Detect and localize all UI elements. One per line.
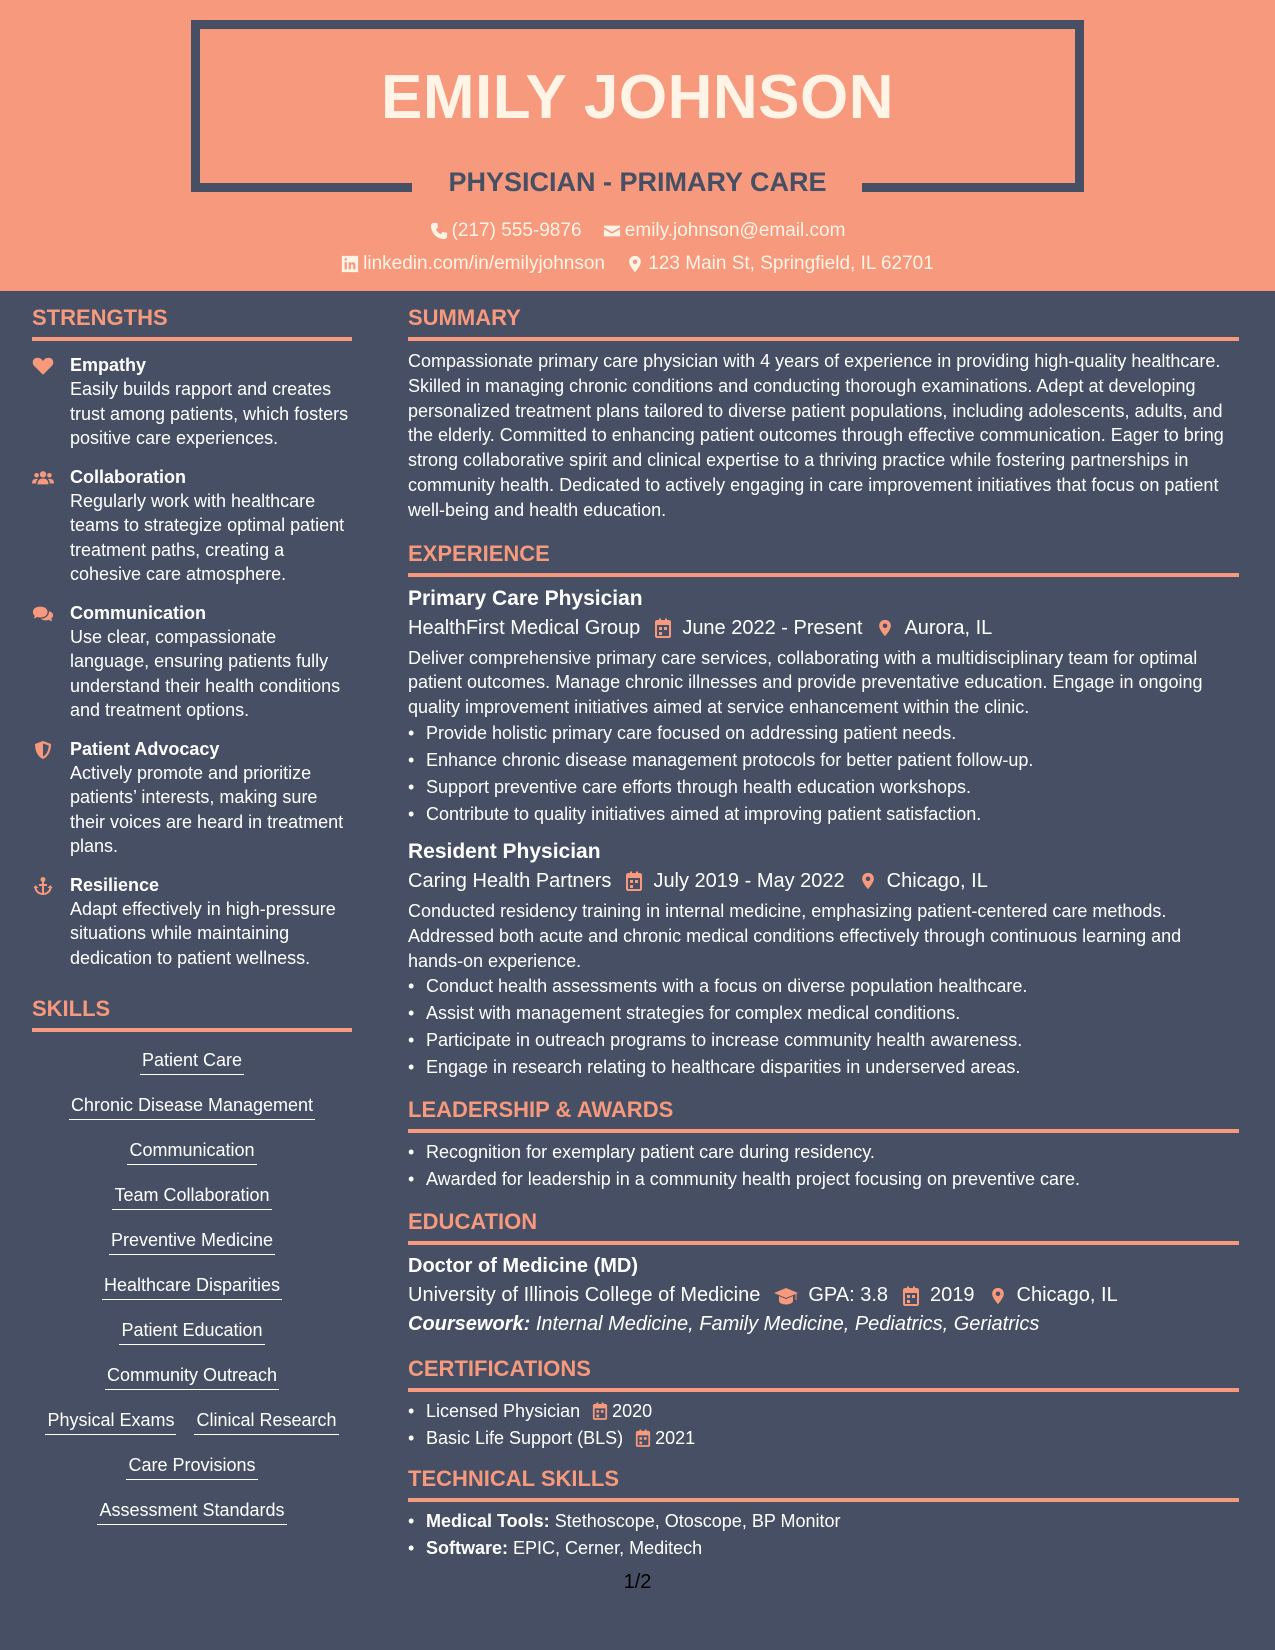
tech-value: EPIC, Cerner, Meditech [513,1538,703,1559]
strength-desc: Regularly work with healthcare teams to strategize optimal patient treatment paths, creating a cohesive care atmosphere. [70,490,345,584]
certifications-heading: CERTIFICATIONS [408,1356,1239,1392]
technical-skills-list [408,1508,1239,1562]
linkedin-icon [341,255,359,273]
coursework [408,1313,1239,1336]
skill-tag: Physical Exams [45,1410,176,1435]
strength-title: Communication [70,602,207,623]
job-dates: July 2019 - May 2022 [653,869,845,892]
job-description: Conducted residency training in internal medicine, emphasizing patient-centered care methods. Addressed both acute and chronic medical conditions effectively through continuous learning and hands-on experience. [408,900,1182,971]
skill-tag: Patient Education [119,1320,264,1345]
degree-title: Doctor of Medicine (MD) [408,1255,638,1278]
strength-desc: Adapt effectively in high-pressure situations while maintaining dedication to patient wellness. [70,898,336,968]
skill-tag: Patient Care [140,1050,244,1075]
leadership-heading: LEADERSHIP & AWARDS [408,1097,1239,1133]
tech-label: Medical Tools: [426,1511,550,1532]
calendar-icon [902,1286,920,1306]
coursework-label: Coursework: [408,1313,531,1336]
email-contact[interactable]: emily.johnson@email.com [603,220,846,242]
envelope-icon [603,222,621,240]
skill-tag: Chronic Disease Management [69,1095,315,1120]
job-role: PHYSICIAN - PRIMARY CARE [448,167,827,197]
cert-name: Licensed Physician [426,1401,581,1422]
graduation-year: 2019 [930,1284,975,1307]
heart-icon [32,356,54,376]
map-marker-icon [876,618,894,638]
page-number: 1/2 [623,1571,652,1593]
strength-item [32,353,352,451]
school-location: Chicago, IL [1016,1284,1118,1307]
list-item: • Assist with management strategies for complex medical conditions. [408,1000,1239,1027]
strength-title: Collaboration [70,466,186,487]
strength-item [32,601,352,723]
tech-label: Software: [426,1538,509,1559]
skill-tag: Community Outreach [105,1365,279,1390]
company-name: Caring Health Partners [408,869,612,892]
tech-value: Stethoscope, Otoscope, BP Monitor [554,1511,841,1532]
cert-name: Basic Life Support (BLS) [426,1428,624,1449]
job-meta [408,870,1239,893]
strength-desc: Easily builds rapport and creates trust among patients, which fosters positive care experiences. [70,379,349,448]
phone-icon [430,222,448,240]
address-contact: 123 Main St, Springfield, IL 62701 [626,253,934,275]
job-location: Aurora, IL [904,616,993,639]
cert-year: 2021 [655,1428,696,1449]
strength-desc: Actively promote and prioritize patients’ interests, making sure their voices are heard in treatment plans. [70,762,344,856]
skill-tag: Communication [127,1140,256,1165]
job-entry [408,840,1239,1081]
contact-row-1 [0,220,1275,246]
strength-title: Resilience [70,874,160,895]
leadership-list [408,1139,1239,1193]
summary-text: Compassionate primary care physician with 4 years of experience in providing high-quality healthcare. Skilled in managing chronic conditions and conducting thorough examinations. Adept at developing personalized treatment plans tailored to diverse patient populations, including adolescents, adults, and the elderly. Committed to enhancing patient outcomes through effective communication. Eager to bring strong collaborative spirit and clinical expertise to a thriving practice while fostering partnerships in community health. Dedicated to actively engaging in care improvement initiatives that focus on patient well-being and health education. [408,351,1224,520]
list-item [408,1398,1239,1425]
calendar-icon [625,871,643,891]
list-item: • Enhance chronic disease management protocols for better patient follow-up. [408,747,1239,774]
experience-heading: EXPERIENCE [408,541,1239,577]
contact-row-2 [0,253,1275,279]
graduation-cap-icon [774,1286,798,1306]
map-marker-icon [859,871,877,891]
candidate-name: EMILY JOHNSON [381,63,894,132]
list-item: • Recognition for exemplary patient care during residency. [408,1139,1239,1166]
map-marker-icon [626,255,644,273]
job-entry [408,587,1239,828]
strength-item [32,737,352,859]
skill-tag: Healthcare Disparities [102,1275,282,1300]
gpa: GPA: 3.8 [808,1284,889,1307]
skill-tag: Clinical Research [194,1410,338,1435]
shield-icon [32,740,54,760]
list-item: • Engage in research relating to healthcare disparities in underserved areas. [408,1054,1239,1081]
list-item [408,1425,1239,1452]
summary-heading: SUMMARY [408,305,1239,341]
list-item: • Awarded for leadership in a community health project focusing on preventive care. [408,1166,1239,1193]
skills-heading: SKILLS [32,996,352,1032]
users-icon [32,468,54,488]
company-name: HealthFirst Medical Group [408,616,641,639]
job-bullets [408,973,1239,1081]
calendar-icon [592,1402,608,1420]
skill-tag: Care Provisions [126,1455,257,1480]
anchor-icon [32,876,54,896]
cert-year: 2020 [612,1401,653,1422]
strength-item [32,873,352,971]
strengths-heading: STRENGTHS [32,305,352,341]
certifications-list [408,1398,1239,1452]
strength-title: Empathy [70,355,147,375]
linkedin-contact[interactable]: linkedin.com/in/emilyjohnson [341,253,605,275]
strength-desc: Use clear, compassionate language, ensuring patients fully understand their health conditions and treatment options. [70,626,341,720]
skills-list [32,1042,352,1537]
list-item [408,1508,1239,1535]
job-bullets [408,720,1239,828]
list-item: • Participate in outreach programs to increase community health awareness. [408,1027,1239,1054]
list-item: • Provide holistic primary care focused on addressing patient needs. [408,720,1239,747]
calendar-icon [635,1429,651,1447]
right-column [408,305,1239,1562]
list-item [408,1535,1239,1562]
strength-item [32,465,352,587]
phone-contact: (217) 555-9876 [430,220,582,242]
job-meta [408,617,1239,640]
comments-icon [32,604,54,624]
school-name: University of Illinois College of Medicine [408,1284,761,1307]
education-heading: EDUCATION [408,1209,1239,1245]
education-meta [408,1284,1239,1307]
job-title: Primary Care Physician [408,586,643,610]
skill-tag: Team Collaboration [112,1185,271,1210]
list-item: • Conduct health assessments with a focus on diverse population healthcare. [408,973,1239,1000]
technical-skills-heading: TECHNICAL SKILLS [408,1466,1239,1502]
calendar-icon [654,618,672,638]
job-location: Chicago, IL [886,869,988,892]
left-column [32,305,352,1537]
job-title: Resident Physician [408,839,601,863]
strength-title: Patient Advocacy [70,738,220,759]
list-item: • Support preventive care efforts through health education workshops. [408,774,1239,801]
header-banner [0,0,1275,291]
skill-tag: Preventive Medicine [109,1230,275,1255]
skill-tag: Assessment Standards [97,1500,286,1525]
coursework-list: Internal Medicine, Family Medicine, Pediatrics, Geriatrics [535,1313,1040,1336]
map-marker-icon [989,1286,1007,1306]
job-description: Deliver comprehensive primary care services, collaborating with a multidisciplinary team for optimal patient outcomes. Manage chronic illnesses and provide preventative education. Engage in ongoing quality improvement initiatives aimed at service enhancement within the clinic. [408,647,1203,718]
job-dates: June 2022 - Present [682,616,863,639]
list-item: • Contribute to quality initiatives aimed at improving patient satisfaction. [408,801,1239,828]
